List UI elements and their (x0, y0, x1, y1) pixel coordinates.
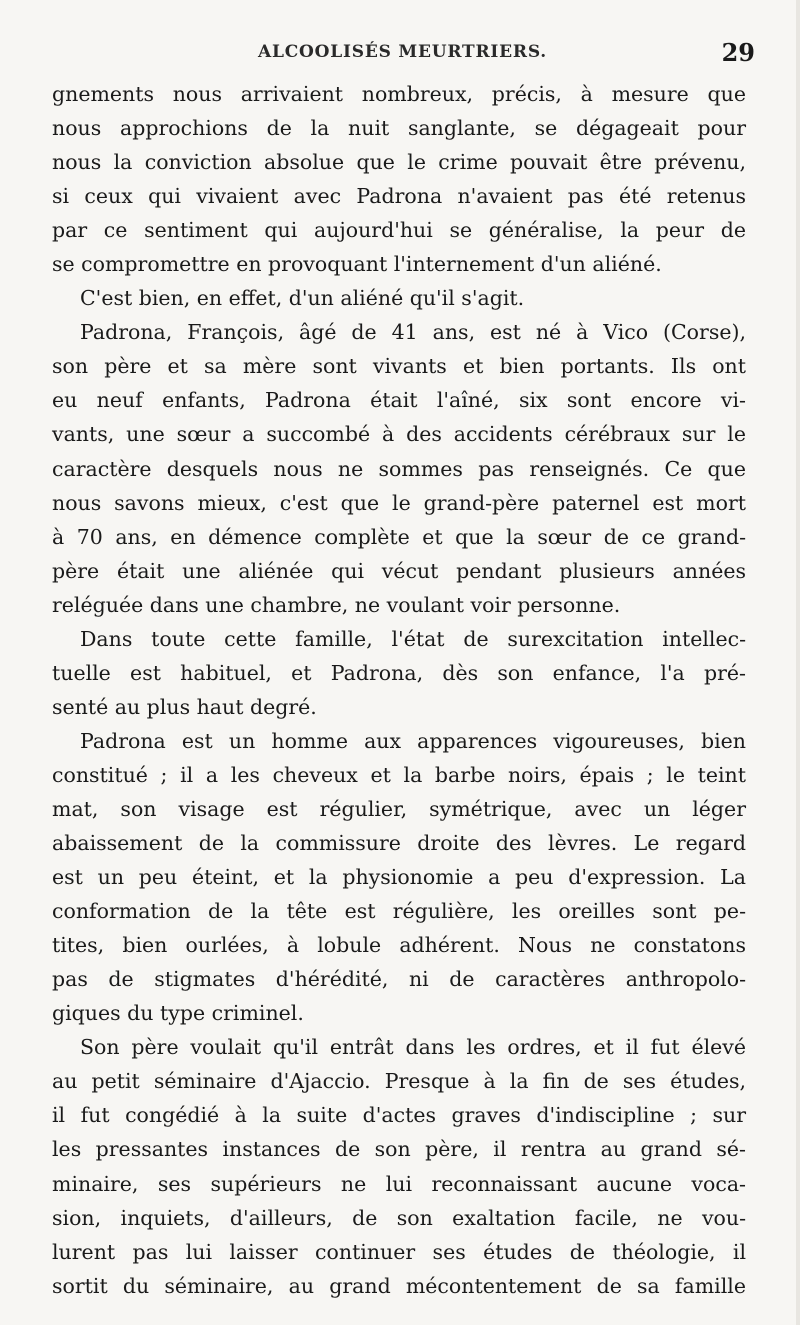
text-line: vants, une sœur a succombé à des accidents cérébraux sur le (52, 422, 746, 447)
text-line: reléguée dans une chambre, ne voulant voir personne. (52, 592, 621, 617)
text-line: à 70 ans, en démence complète et que la sœur de ce grand- (52, 524, 746, 549)
text-line: gnements nous arrivaient nombreux, précis, à mesure que (52, 82, 746, 106)
text-line: giques du type criminel. (52, 1001, 304, 1026)
body-text (52, 77, 746, 1303)
text-line: sortit du séminaire, au grand mécontentement de sa famille (52, 1273, 746, 1298)
text-line: C'est bien, en effet, d'un aliéné qu'il s'agit. (80, 286, 525, 311)
page-header (50, 38, 755, 74)
text-line: abaissement de la commissure droite des lèvres. Le regard (52, 831, 746, 856)
text-line: par ce sentiment qui aujourd'hui se généralise, la peur de (52, 218, 746, 243)
text-line: nous savons mieux, c'est que le grand-père paternel est mort (52, 490, 746, 515)
text-line: sion, inquiets, d'ailleurs, de son exaltation facile, ne vou- (52, 1205, 746, 1230)
text-line: Son père voulait qu'il entrât dans les ordres, et il fut élevé (80, 1035, 746, 1060)
text-line: est un peu éteint, et la physionomie a peu d'expression. La (52, 865, 746, 890)
text-line: se compromettre en provoquant l'internement d'un aliéné. (52, 252, 662, 277)
text-line: les pressantes instances de son père, il rentra au grand sé- (52, 1137, 746, 1162)
text-line: son père et sa mère sont vivants et bien portants. Ils ont (52, 354, 746, 379)
text-line: pas de stigmates d'hérédité, ni de caractères anthropolo- (52, 967, 746, 992)
text-line: conformation de la tête est régulière, les oreilles sont pe- (52, 899, 746, 924)
text-line: caractère desquels nous ne sommes pas renseignés. Ce que (52, 456, 746, 481)
text-line: nous la conviction absolue que le crime pouvait être prévenu, (52, 150, 746, 175)
text-line: père était une aliénée qui vécut pendant plusieurs années (52, 558, 746, 583)
text-line: minaire, ses supérieurs ne lui reconnaissant aucune voca- (52, 1171, 746, 1196)
text-line: il fut congédié à la suite d'actes graves d'indiscipline ; sur (52, 1103, 746, 1128)
text-line: tites, bien ourlées, à lobule adhérent. Nous ne constatons (52, 933, 746, 958)
text-line: mat, son visage est régulier, symétrique, avec un léger (52, 796, 746, 821)
text-line: lurent pas lui laisser continuer ses études de théologie, il (52, 1239, 746, 1264)
text-line: senté au plus haut degré. (52, 694, 317, 719)
page-edge (796, 0, 800, 1325)
page-number: 29 (721, 38, 755, 67)
text-line: tuelle est habituel, et Padrona, dès son enfance, l'a pré- (52, 660, 746, 685)
text-line: Padrona est un homme aux apparences vigoureuses, bien (80, 728, 746, 753)
text-line: si ceux qui vivaient avec Padrona n'avaient pas été retenus (52, 184, 746, 209)
text-line: eu neuf enfants, Padrona était l'aîné, six sont encore vi- (52, 388, 746, 413)
text-line: Dans toute cette famille, l'état de surexcitation intellec- (80, 626, 746, 651)
running-head: ALCOOLISÉS MEURTRIERS. (257, 42, 548, 62)
text-line: au petit séminaire d'Ajaccio. Presque à la fin de ses études, (52, 1069, 746, 1094)
text-line: nous approchions de la nuit sanglante, se dégageait pour (52, 116, 746, 141)
text-line: constitué ; il a les cheveux et la barbe noirs, épais ; le teint (52, 762, 746, 787)
text-line: Padrona, François, âgé de 41 ans, est né à Vico (Corse), (80, 320, 746, 345)
